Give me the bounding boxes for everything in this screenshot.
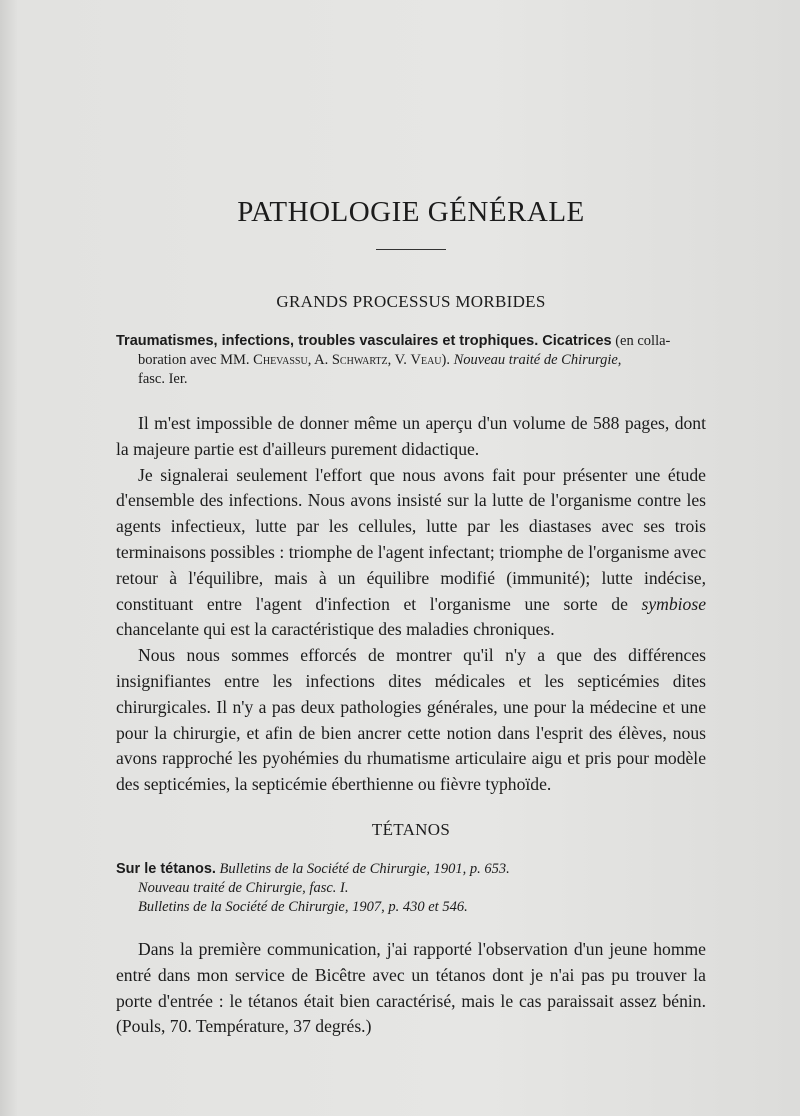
page-content (116, 196, 706, 1040)
reference-fasc: fasc. Ier. (138, 371, 188, 387)
section-heading-tetanos: TÉTANOS (371, 819, 451, 839)
reference-text: (en colla- (611, 333, 671, 349)
reference-title: Sur le tétanos. (116, 860, 216, 877)
reference-tetanos (116, 860, 706, 917)
body-text-1 (116, 411, 706, 798)
paragraph: Dans la première communication, j'ai rapporté l'observation d'un jeune homme entré dans mon service de Bicêtre avec un tétanos dont je n'ai pas pu trouver la porte d'entrée : le tétanos était bien caractérisé, mais le cas paraissait assez bénin. (Pouls, 70. Température, 37 degrés.) (116, 938, 706, 1037)
reference-traumatismes (116, 332, 706, 389)
paragraph: Il m'est impossible de donner même un aperçu d'un volume de 588 pages, dont la majeure partie est d'ailleurs purement didactique. (116, 413, 706, 459)
page-title: PATHOLOGIE GÉNÉRALE (237, 196, 585, 228)
reference-line: Bulletins de la Société de Chirurgie, 1907, p. 430 et 546. (138, 898, 468, 915)
author-name: Veau (410, 352, 442, 368)
paragraph: Nous nous sommes efforcés de montrer qu'il n'y a que des différences insignifiantes entre les infections dites médicales et les septicémies dites chirurgicales. Il n'y a pas deux pathologies générales, une pour la médecine et une pour la chirurgie, et afin de bien ancrer cette notion dans l'esprit des élèves, nous avons rapproché les pyohémies du rhumatisme articulaire aigu et pris pour modèle des septicémies, la septicémie éberthienne ou fièvre typhoïde. (116, 645, 706, 795)
reference-continuation: boration avec MM. Chevassu, A. Schwartz, V. Veau). Nouveau traité de Chirurgie, (138, 352, 622, 368)
reference-line: Sur le tétanos. Bulletins de la Société de Chirurgie, 1901, p. 653. (116, 860, 510, 877)
reference-title: Traumatismes, infections, troubles vasculaires et trophiques. Cicatrices (116, 333, 612, 349)
paragraph: Je signalerai seulement l'effort que nous avons fait pour présenter une étude d'ensemble des infections. Nous avons insisté sur la lutte de l'organisme contre les agents infectieux, lutte par les cellules, lutte par les diastases avec ses trois terminaisons possibles : triomphe de l'agent infectant; triomphe de l'organisme avec retour à l'équilibre, mais à un équilibre modifié (immunité); lutte indécise, constituant entre l'agent d'infection et l'organisme une sorte de symbiose chancelante qui est la caractéristique des maladies chroniques. (116, 464, 706, 640)
author-name: Schwartz (331, 352, 388, 368)
body-text-2 (116, 937, 706, 1040)
author-name: Chevassu (253, 352, 308, 368)
reference-line: Nouveau traité de Chirurgie, fasc. I. (138, 879, 349, 896)
journal-title: Nouveau traité de Chirurgie, (453, 352, 622, 368)
title-rule (376, 249, 446, 250)
section-heading-processus: GRANDS PROCESSUS MORBIDES (276, 292, 546, 311)
